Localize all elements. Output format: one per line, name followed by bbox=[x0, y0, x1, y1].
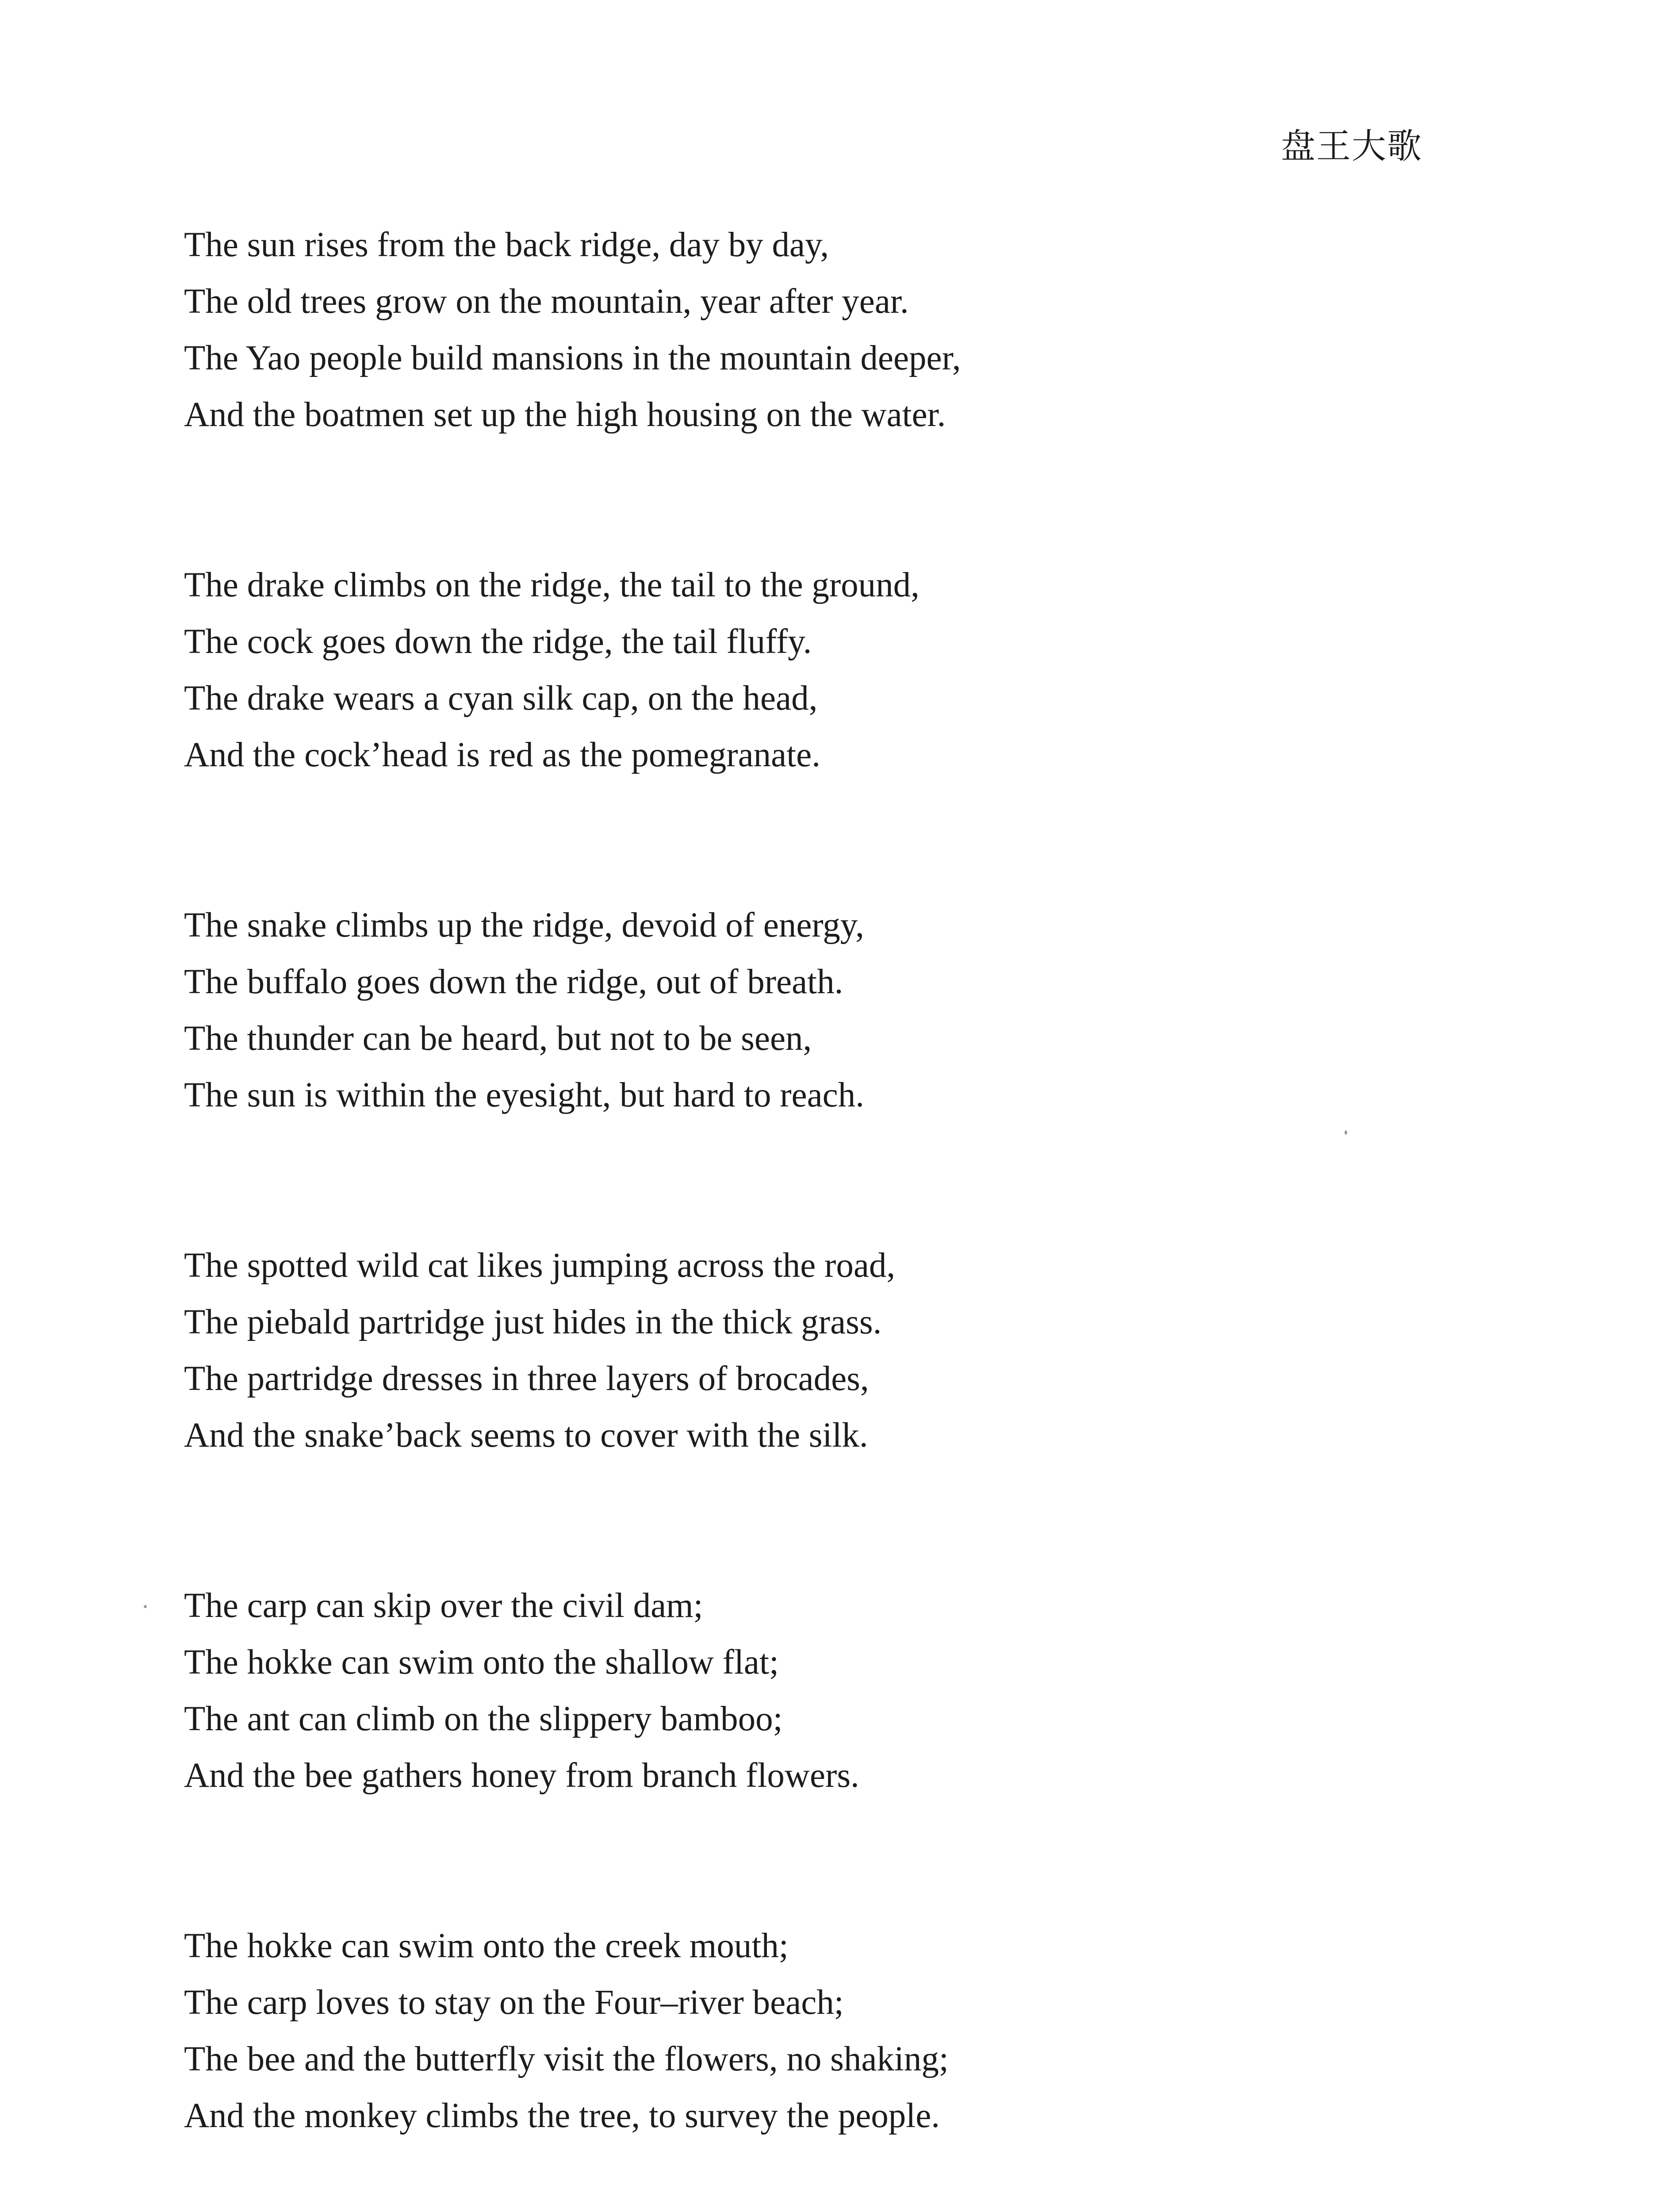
poem-line: The drake climbs on the ridge, the tail to the ground, bbox=[184, 566, 920, 604]
poem-line: The carp can skip over the civil dam; bbox=[184, 1586, 703, 1625]
stanza-1 bbox=[184, 217, 1467, 443]
poem-line: The sun is within the eyesight, but hard to reach. bbox=[184, 1076, 864, 1114]
poem-line: The sun rises from the back ridge, day by day, bbox=[184, 226, 829, 264]
poem-line: The partridge dresses in three layers of brocades, bbox=[184, 1359, 869, 1398]
scan-speck bbox=[1345, 1130, 1347, 1135]
poem-line: The ant can climb on the slippery bamboo; bbox=[184, 1700, 783, 1738]
poem-line: The drake wears a cyan silk cap, on the head, bbox=[184, 679, 818, 718]
running-head-title: 盘王大歌 bbox=[1281, 127, 1423, 166]
poem-body bbox=[184, 217, 1467, 2212]
poem-line: The carp loves to stay on the Four–river beach; bbox=[184, 1983, 844, 2022]
poem-line: The bee and the butterfly visit the flowers, no shaking; bbox=[184, 2040, 949, 2078]
stanza-6 bbox=[184, 1918, 1467, 2144]
poem-line: The hokke can swim onto the creek mouth; bbox=[184, 1927, 789, 1965]
poem-line: And the bee gathers honey from branch flowers. bbox=[184, 1756, 859, 1795]
scan-speck bbox=[144, 1605, 147, 1608]
poem-line: The hokke can swim onto the shallow flat; bbox=[184, 1643, 779, 1682]
poem-line: The cock goes down the ridge, the tail fluffy. bbox=[184, 622, 812, 661]
stanza-5 bbox=[184, 1578, 1467, 1804]
stanza-3 bbox=[184, 897, 1467, 1124]
poem-line: The Yao people build mansions in the mountain deeper, bbox=[184, 339, 961, 377]
poem-line: The snake climbs up the ridge, devoid of energy, bbox=[184, 906, 864, 945]
poem-line: And the snake’back seems to cover with the silk. bbox=[184, 1416, 868, 1455]
poem-line: The old trees grow on the mountain, year after year. bbox=[184, 282, 909, 321]
poem-line: The thunder can be heard, but not to be seen, bbox=[184, 1019, 812, 1058]
stanza-2 bbox=[184, 557, 1467, 783]
stanza-4 bbox=[184, 1237, 1467, 1464]
poem-line: The buffalo goes down the ridge, out of breath. bbox=[184, 963, 843, 1001]
poem-line: The spotted wild cat likes jumping across the road, bbox=[184, 1246, 896, 1285]
poem-line: And the boatmen set up the high housing on the water. bbox=[184, 396, 946, 434]
poem-line: And the monkey climbs the tree, to survey the people. bbox=[184, 2097, 940, 2135]
poem-line: The piebald partridge just hides in the thick grass. bbox=[184, 1303, 882, 1341]
poem-line: And the cock’head is red as the pomegranate. bbox=[184, 736, 820, 774]
